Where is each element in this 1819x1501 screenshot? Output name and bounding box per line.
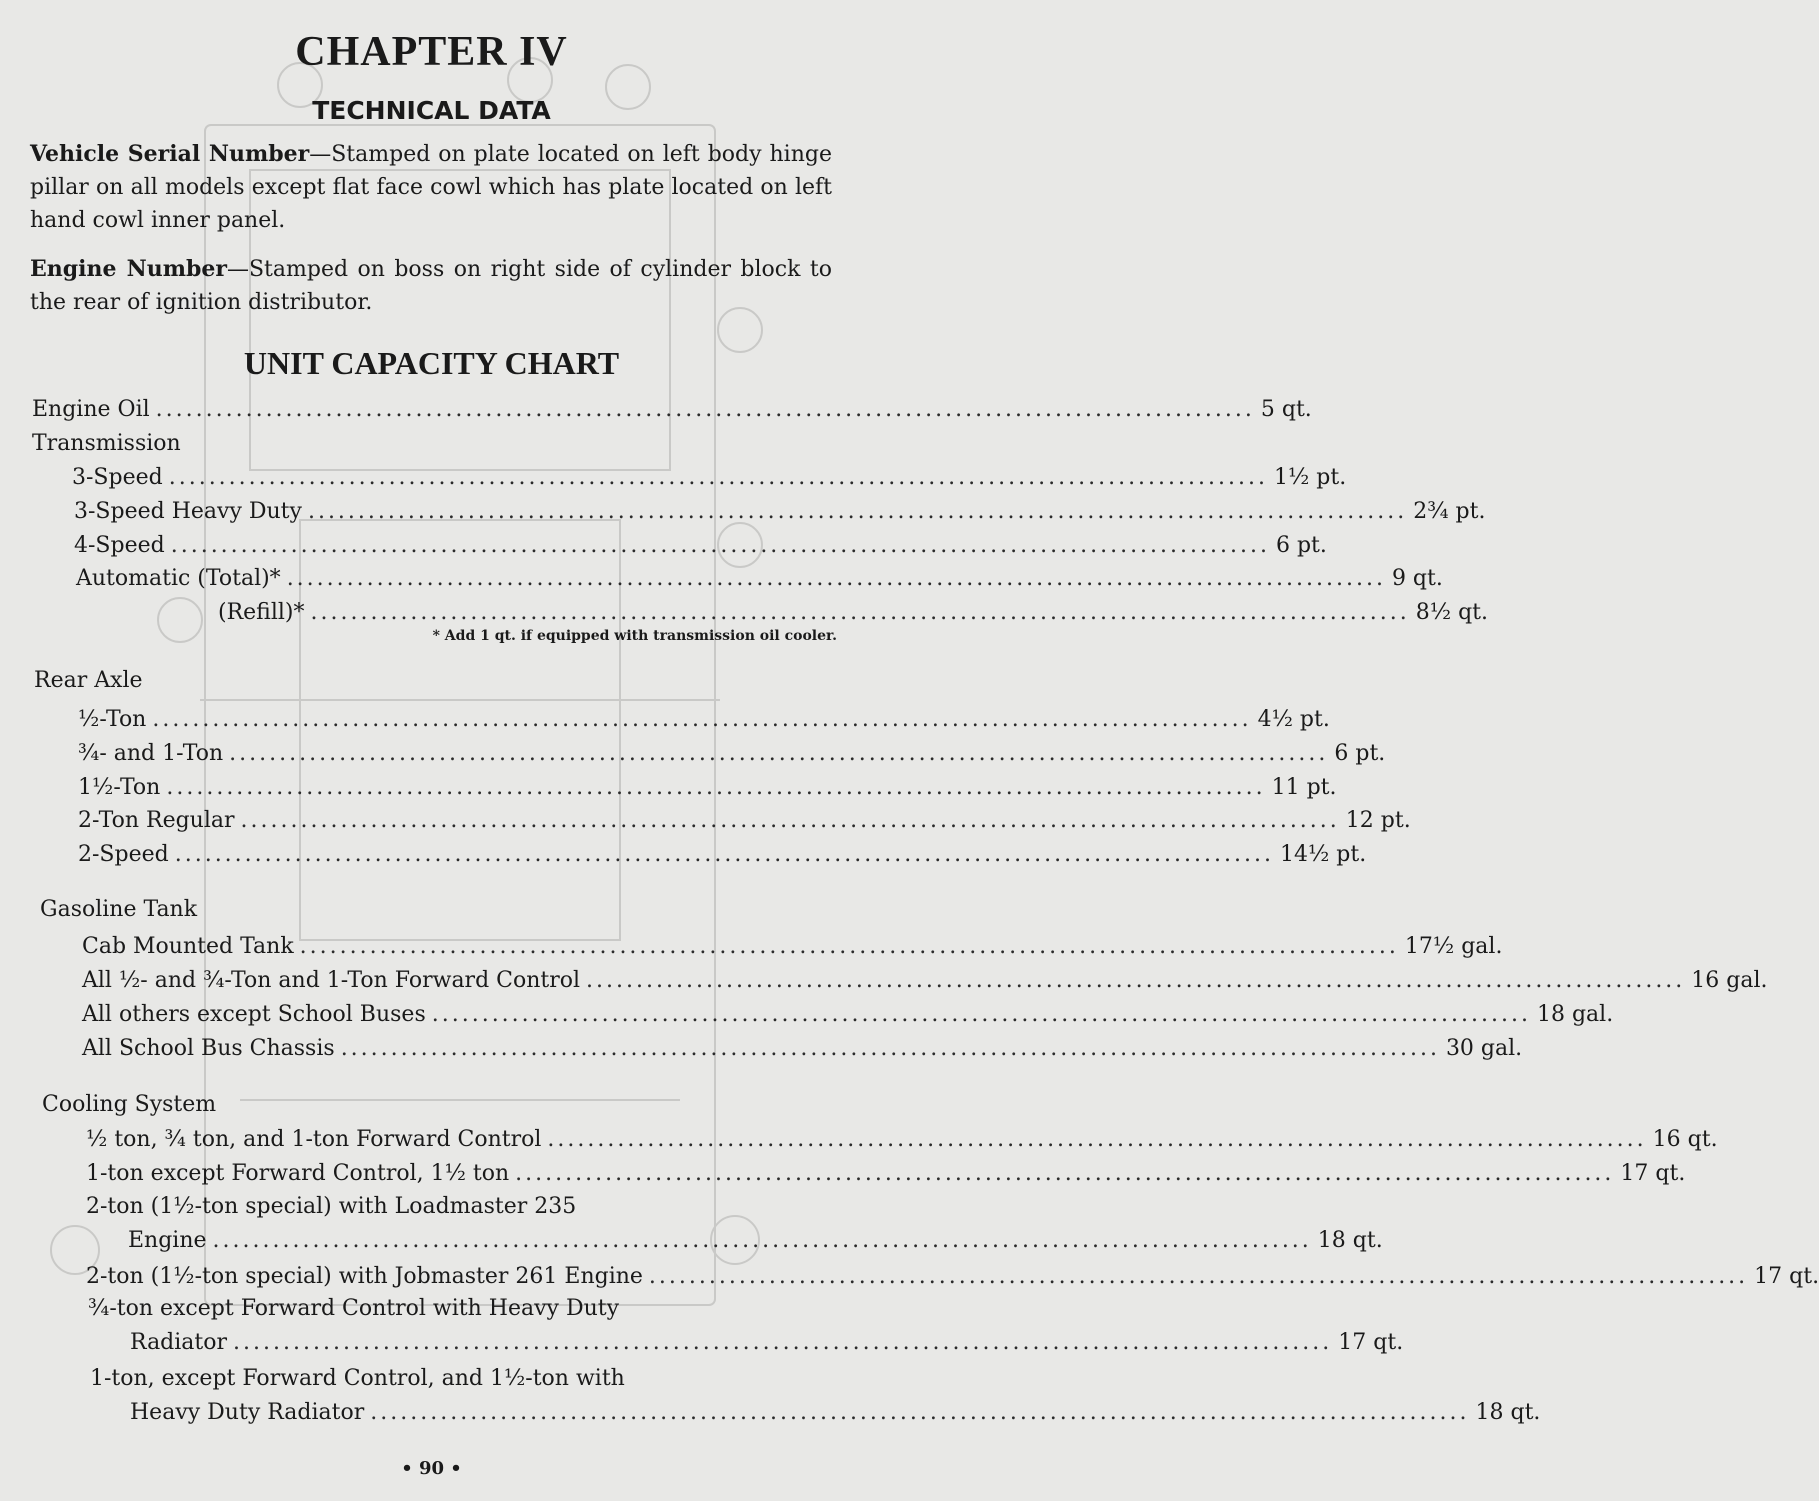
list-item	[130, 1398, 1541, 1428]
item-value: 8½ qt.	[1415, 600, 1488, 625]
item-value: 12 pt.	[1345, 808, 1411, 833]
list-item	[78, 806, 1411, 836]
leader-dots: ..............................................................................................................	[299, 934, 1399, 959]
item-label: All School Bus Chassis	[82, 1036, 335, 1061]
item-value: 17½ gal.	[1404, 934, 1503, 959]
leader-dots: ..............................................................................................................	[166, 775, 1266, 800]
item-label: 3-Speed	[72, 465, 163, 490]
item-value: 2¾ pt.	[1413, 499, 1486, 524]
leader-dots: ..............................................................................................................	[174, 842, 1274, 867]
item-value: 17 qt.	[1754, 1264, 1819, 1289]
leader-dots: ..............................................................................................................	[212, 1228, 1312, 1253]
item-value: 6 pt.	[1275, 533, 1327, 558]
leader-dots: ..............................................................................................................	[168, 465, 1268, 490]
item-label: All ½- and ¾-Ton and 1-Ton Forward Control	[82, 968, 581, 993]
list-item	[78, 705, 1330, 735]
list-item	[82, 1000, 1614, 1030]
list-item	[72, 463, 1347, 493]
leader-dots: ..............................................................................................................	[170, 533, 1270, 558]
item-label: (Refill)*	[218, 600, 305, 625]
leader-dots: ..............................................................................................................	[286, 566, 1386, 591]
item-label: 2-ton (1½-ton special) with Loadmaster 235	[86, 1194, 577, 1219]
item-label: 3-Speed Heavy Duty	[74, 499, 302, 524]
vehicle-serial-text: —Stamped on plate located on left body hinge pillar on all models except flat face cowl which has plate located on left hand cowl inner panel.	[30, 142, 832, 233]
item-label: Automatic (Total)*	[76, 566, 281, 591]
item-value: 11 pt.	[1271, 775, 1337, 800]
leader-dots: ..............................................................................................................	[586, 968, 1686, 993]
item-value: 18 qt.	[1475, 1400, 1541, 1425]
item-value: 30 gal.	[1445, 1036, 1523, 1061]
transmission-footnote: * Add 1 qt. if equipped with transmission oil cooler.	[432, 628, 837, 644]
item-label: ½ ton, ¾ ton, and 1-ton Forward Control	[86, 1127, 542, 1152]
engine-number-text: —Stamped on boss on right side of cylinder block to the rear of ignition distributor.	[30, 257, 832, 315]
leader-dots: ..............................................................................................................	[515, 1161, 1615, 1186]
item-label: 4-Speed	[74, 533, 165, 558]
cooling-system-heading: Cooling System	[42, 1092, 217, 1117]
leader-dots: ..............................................................................................................	[340, 1036, 1440, 1061]
leader-dots: ..............................................................................................................	[152, 707, 1252, 732]
item-label-continued: Radiator	[130, 1330, 228, 1355]
chapter-heading: CHAPTER IV	[295, 29, 568, 75]
list-item	[86, 1159, 1686, 1189]
list-item	[82, 1034, 1523, 1064]
list-item	[130, 1328, 1404, 1358]
item-label: 2-ton (1½-ton special) with Jobmaster 261 Engine	[86, 1264, 643, 1289]
item-label: Cab Mounted Tank	[82, 934, 294, 959]
leader-dots: ..............................................................................................................	[307, 499, 1408, 524]
list-item	[76, 564, 1443, 594]
gasoline-tank-heading: Gasoline Tank	[40, 897, 198, 922]
rear-axle-heading: Rear Axle	[34, 668, 143, 693]
chart-title: UNIT CAPACITY CHART	[243, 345, 620, 381]
item-label: 2-Ton Regular	[78, 808, 235, 833]
section-heading: TECHNICAL DATA	[312, 96, 551, 125]
item-label: 1-ton except Forward Control, 1½ ton	[86, 1161, 510, 1186]
page-number: • 90 •	[401, 1458, 462, 1479]
item-value: 18 gal.	[1536, 1002, 1614, 1027]
leader-dots: ..............................................................................................................	[648, 1264, 1749, 1289]
leader-dots: ..............................................................................................................	[547, 1127, 1647, 1152]
item-value: 16 qt.	[1652, 1127, 1718, 1152]
item-value: 1½ pt.	[1273, 465, 1347, 490]
list-item	[78, 840, 1367, 870]
engine-oil-value: 5 qt.	[1260, 397, 1312, 422]
leader-dots: ..............................................................................................................	[229, 741, 1329, 766]
item-value: 14½ pt.	[1279, 842, 1367, 867]
item-value: 6 pt.	[1334, 741, 1386, 766]
list-item	[86, 1262, 1819, 1292]
list-item	[128, 1226, 1383, 1256]
list-item	[74, 497, 1486, 527]
leader-dots: ..............................................................................................................	[370, 1400, 1470, 1425]
item-label-continued: Heavy Duty Radiator	[130, 1400, 365, 1425]
list-item	[78, 739, 1386, 769]
item-label: 2-Speed	[78, 842, 169, 867]
leader-dots: ..............................................................................................................	[233, 1330, 1333, 1355]
vehicle-serial-term: Vehicle Serial Number	[30, 141, 310, 167]
item-label: All others except School Buses	[82, 1002, 426, 1027]
list-item	[78, 773, 1337, 803]
engine-oil-row	[32, 395, 1312, 425]
item-value: 9 qt.	[1391, 566, 1443, 591]
item-value: 4½ pt.	[1257, 707, 1330, 732]
item-value: 17 qt.	[1620, 1161, 1686, 1186]
item-value: 18 qt.	[1317, 1228, 1383, 1253]
item-label-continued: Engine	[128, 1228, 207, 1253]
engine-oil-label: Engine Oil	[32, 397, 150, 422]
leader-dots: ..............................................................................................................	[155, 397, 1255, 422]
list-item	[82, 932, 1503, 962]
list-item	[82, 966, 1768, 996]
leader-dots: ..............................................................................................................	[310, 600, 1410, 625]
list-item	[218, 598, 1488, 628]
item-value: 16 gal.	[1691, 968, 1768, 993]
engine-number-paragraph	[30, 253, 832, 319]
list-item	[74, 531, 1327, 561]
item-label: 1-ton, except Forward Control, and 1½-ton with	[90, 1366, 625, 1391]
item-label: 1½-Ton	[78, 775, 161, 800]
leader-dots: ..............................................................................................................	[431, 1002, 1531, 1027]
leader-dots: ..............................................................................................................	[240, 808, 1340, 833]
list-item	[86, 1125, 1718, 1155]
item-label: ¾-ton except Forward Control with Heavy Duty	[88, 1296, 620, 1321]
vehicle-serial-paragraph	[30, 138, 832, 237]
item-label: ½-Ton	[78, 707, 147, 732]
item-value: 17 qt.	[1338, 1330, 1404, 1355]
transmission-heading: Transmission	[32, 431, 181, 456]
engine-number-term: Engine Number	[30, 256, 227, 282]
item-label: ¾- and 1-Ton	[78, 741, 224, 766]
